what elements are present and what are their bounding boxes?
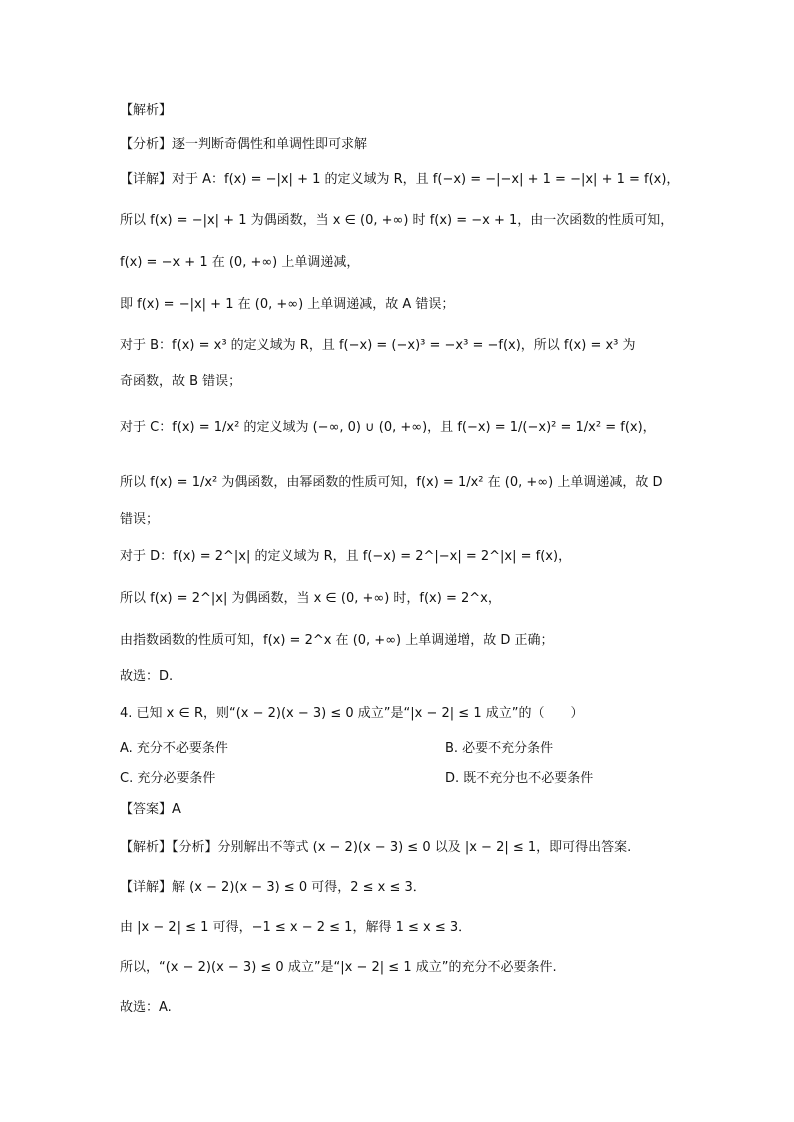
option-d: D. 既不充分也不必要条件 <box>445 771 594 786</box>
option-a: A. 充分不必要条件 <box>120 741 228 756</box>
option-c: C. 充分必要条件 <box>120 771 216 786</box>
detail-option-d-conclusion: 由指数函数的性质可知，f(x) = 2^x 在 (0, +∞) 上单调递增，故 D 正确； <box>120 633 554 648</box>
q4-analysis: 【解析】【分析】分别解出不等式 (x − 2)(x − 3) ≤ 0 以及 |x − 2| ≤ 1，即可得出答案. <box>120 840 632 855</box>
detail-option-c-line-3: 错误； <box>120 512 160 527</box>
detail-option-d-line-2: 所以 f(x) = 2^|x| 为偶函数，当 x ∈ (0, +∞) 时，f(x) = 2^x， <box>120 591 501 606</box>
detail-option-c-line-2: 所以 f(x) = 1/x² 为偶函数，由幂函数的性质可知，f(x) = 1/x² 在 (0, +∞) 上单调递减，故 D <box>120 475 663 490</box>
detail-option-b-line-1: 对于 B：f(x) = x³ 的定义域为 R，且 f(−x) = (−x)³ = −x³ = −f(x)，所以 f(x) = x³ 为 <box>120 338 636 353</box>
detail-option-a-line-2: 所以 f(x) = −|x| + 1 为偶函数，当 x ∈ (0, +∞) 时 f(x) = −x + 1，由一次函数的性质可知， <box>120 213 674 228</box>
answer-choice-d: 故选：D. <box>120 669 174 684</box>
q4-detail-line-2: 由 |x − 2| ≤ 1 可得，−1 ≤ x − 2 ≤ 1，解得 1 ≤ x ≤ 3． <box>120 920 472 935</box>
analysis-summary: 【分析】逐一判断奇偶性和单调性即可求解 <box>120 137 368 152</box>
detail-option-a-line-3: f(x) = −x + 1 在 (0, +∞) 上单调递减， <box>120 255 360 270</box>
detail-option-b-line-2: 奇函数，故 B 错误； <box>120 374 242 389</box>
q4-detail-line-1: 【详解】解 (x − 2)(x − 3) ≤ 0 可得，2 ≤ x ≤ 3． <box>120 880 426 895</box>
option-b: B. 必要不充分条件 <box>445 741 554 756</box>
q4-detail-line-3: 所以，“(x − 2)(x − 3) ≤ 0 成立”是“|x − 2| ≤ 1 成立”的充分不必要条件. <box>120 960 557 975</box>
section-heading-analysis: 【解析】 <box>120 103 173 118</box>
q4-answer-choice: 故选：A. <box>120 1000 172 1015</box>
detail-option-a-conclusion: 即 f(x) = −|x| + 1 在 (0, +∞) 上单调递减，故 A 错误； <box>120 297 455 312</box>
detail-option-a-line-1: 【详解】对于 A：f(x) = −|x| + 1 的定义域为 R，且 f(−x) = −|−x| + 1 = −|x| + 1 = f(x)， <box>120 172 680 187</box>
detail-option-c-line-1: 对于 C：f(x) = 1/x² 的定义域为 (−∞, 0) ∪ (0, +∞)，且 f(−x) = 1/(−x)² = 1/x² = f(x)， <box>120 420 656 435</box>
detail-option-d-line-1: 对于 D：f(x) = 2^|x| 的定义域为 R，且 f(−x) = 2^|−x| = 2^|x| = f(x)， <box>120 549 572 564</box>
question-4-stem: 4. 已知 x ∈ R，则“(x − 2)(x − 3) ≤ 0 成立”是“|x − 2| ≤ 1 成立”的（ ） <box>120 706 584 721</box>
answer-label: 【答案】A <box>120 802 181 817</box>
